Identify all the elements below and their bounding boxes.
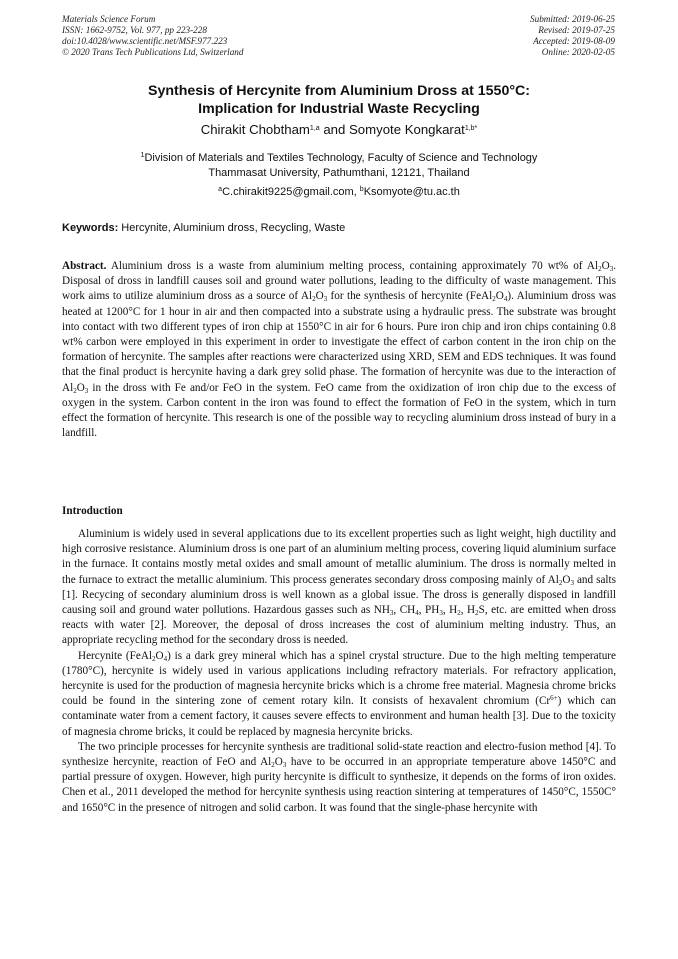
author-list: [0, 122, 678, 137]
email-b-marker: b: [359, 186, 364, 193]
paragraph-text: , H: [460, 604, 476, 617]
subscript: 3: [439, 609, 443, 618]
author-1-affil: 1,a: [309, 125, 320, 132]
subscript: 2: [73, 386, 77, 395]
author-2-affil: 1,b*: [464, 125, 478, 132]
title-line-1: Synthesis of Hercynite from Aluminium Dross at 1550°C:: [147, 83, 530, 99]
affiliation: [0, 151, 678, 181]
paragraph-text: have to be occurred in an appropriate temperature above 1450°C and partial pressure of oxygen. However, high purity hercynite is difficult to synthesize, it depends on the forms of iron oxides. Chen et al., 2011 developed the method for hercynite synthesis using reaction sintering at temperatures of 1450°C, 1550C° and 1650°C in the presence of nitrogen and solid carbon. It was found that the single-phase hercynite with: [62, 756, 616, 814]
subscript: 4: [503, 295, 508, 304]
paragraph-text: The two principle processes for hercynite synthesis are traditional solid-state reaction and electro-fusion method [4]. To synthesize hercynite, reaction of FeO and Al: [62, 740, 616, 769]
abstract-text: O: [315, 290, 324, 303]
subscript: 3: [282, 761, 287, 770]
keywords: [62, 222, 345, 234]
date-accepted: Accepted: 2019-08-09: [533, 36, 615, 46]
keywords-text: Hercynite, Aluminium dross, Recycling, Waste: [118, 222, 346, 234]
date-revised: Revised: 2019-07-25: [538, 25, 615, 35]
author-1: Chirakit Chobtham: [200, 122, 310, 137]
subscript: 2: [475, 609, 479, 618]
subscript: 2: [558, 578, 563, 587]
journal-copyright: © 2020 Trans Tech Publications Ltd, Switzerland: [62, 47, 244, 57]
abstract-text: O: [495, 290, 504, 303]
paragraph-text: O: [274, 756, 283, 769]
abstract-text: for the synthesis of hercynite (FeAl: [327, 290, 493, 303]
author-emails: [0, 186, 678, 198]
section-heading-introduction: Introduction: [62, 505, 123, 517]
email-a[interactable]: C.chirakit9225@gmail.com,: [222, 186, 360, 198]
date-submitted: Submitted: 2019-06-25: [530, 14, 615, 24]
author-conjunction: and: [319, 122, 349, 137]
journal-issn: ISSN: 1662-9752, Vol. 977, pp 223-228: [62, 25, 207, 35]
subscript: 3: [323, 295, 328, 304]
paragraph-text: and salts [1]. Recycing of secondary aluminium dross is well known as a global issue. The dross is generally disposed in landfill causing soil and ground water pollutions. Hazardous gasses such as NH: [62, 573, 616, 617]
subscript: 3: [570, 578, 574, 587]
paragraph-text: ) is a dark grey mineral which has a spinel crystal structure. Due to the high melting temperature (1780°C), hercynite is widely used in various applications including refractory materials. For refractory application, hercynite is used for the production of magnesia hercynite bricks which is a chrome free material. Magnesia chrome bricks could be found in the sintering zone of cement rotary kiln. It consists of hexavalent chromium (Cr: [62, 649, 616, 708]
keywords-label: Keywords:: [62, 222, 119, 234]
affil-line-1: Division of Materials and Textiles Technology, Faculty of Science and Technology: [144, 152, 538, 164]
intro-paragraph-3: [62, 740, 616, 816]
paragraph-text: S, etc. are emitted when dross reacts with water [2]. Moreover, the deposal of dross increases the cost of aluminium melting industry. Thus, an appropriate recycling method for the secondary dross is needed.: [62, 604, 616, 647]
paragraph-text: , CH: [393, 604, 416, 617]
journal-doi[interactable]: doi:10.4028/www.scientific.net/MSF.977.223: [62, 36, 228, 46]
abstract-text: O: [601, 260, 610, 272]
paragraph-text: ) which can contaminate water from a cement factory, it causes severe effects to environment and human health [3]. Due to the toxicity of magnesia chrome bricks, it could be replaced by magnesia hercynite bricks.: [62, 695, 616, 738]
date-online: Online: 2020-02-05: [541, 47, 615, 57]
subscript: 3: [84, 386, 89, 395]
journal-info: [62, 14, 243, 58]
affil-line-2: Thammasat University, Pathumthani, 12121, Thailand: [208, 167, 470, 179]
intro-paragraph-1: [62, 527, 616, 649]
superscript: 6+: [550, 694, 558, 703]
title-line-2: Implication for Industrial Waste Recycling: [198, 101, 480, 117]
subscript: 2: [457, 609, 461, 618]
author-2: Somyote Kongkarat: [349, 122, 465, 137]
subscript: 2: [271, 761, 275, 770]
subscript: 3: [609, 265, 614, 273]
paragraph-text: O: [155, 649, 164, 662]
subscript: 2: [312, 295, 316, 304]
subscript: 2: [598, 265, 602, 273]
abstract-text: Aluminium dross is a waste from aluminium melting process, containing approximately 70 wt% of Al: [106, 260, 599, 272]
intro-paragraph-2: [62, 649, 616, 740]
paragraph-text: Hercynite (FeAl: [78, 649, 153, 662]
abstract-text: O: [76, 381, 85, 394]
affil-marker: 1: [140, 152, 145, 159]
abstract-text: in the dross with Fe and/or FeO in the system. FeO came from the oxidization of iron chip due to the excess of oxygen in the system. Carbon content in the iron was found to effect the formation of FeO in the system, which in turn effect the formation of hercynite. This research is one of the possible way to recycling aluminium dross instead of bury in a landfill.: [62, 381, 616, 440]
email-b[interactable]: Ksomyote@tu.ac.th: [363, 186, 460, 198]
abstract: [62, 259, 616, 441]
paper-title: [0, 82, 678, 118]
email-a-marker: a: [218, 186, 223, 193]
subscript: 2: [492, 295, 496, 304]
abstract-text: . Disposal of dross in landfill causes soil and ground water pollutions, leading to the difficulty of waste management. This work aims to utilize aluminium dross as a source of Al: [62, 260, 616, 303]
paragraph-text: Aluminium is widely used in several applications due to its excellent properties such as light weight, high ductility and high corrosive resistance. Aluminium dross is one part of an aluminium melting process, covering liquid aluminium surface in the furnace. It contains mostly metal oxides and small amount of metallic aluminium. The dross is normally melted in the furnace to extract the metallic aluminium. This process generates secondary dross composing mainly of Al: [62, 528, 616, 586]
introduction-body: [62, 527, 616, 816]
subscript: 4: [163, 654, 168, 663]
abstract-text: ). Aluminium dross was heated at 1200°C for 1 hour in air and then compacted into a substrate using a hydraulic press. The substrate was brought into contact with two different types of iron chip at 1550°C in air for 6 hours. Pure iron chip and iron chips containing 0.8 wt% carbon were employed in this experiment in order to investigate the effect of carbon content in the iron chip on the formation of hercynite. The samples after reactions were characterized using XRD, SEM and EDS techniques. It was found that the final product is hercynite having a dark grey solid phase. The formation of hercynite was due to the interaction of Al: [62, 290, 617, 394]
subscript: 4: [415, 609, 419, 618]
paragraph-text: , H: [442, 604, 458, 617]
paragraph-text: O: [562, 573, 571, 586]
subscript: 2: [152, 654, 156, 663]
abstract-paragraph: [62, 259, 616, 441]
paragraph-text: , PH: [418, 604, 440, 617]
abstract-label: Abstract.: [62, 260, 107, 272]
journal-name: Materials Science Forum: [62, 14, 156, 24]
subscript: 3: [389, 609, 394, 618]
article-dates: [530, 14, 615, 58]
